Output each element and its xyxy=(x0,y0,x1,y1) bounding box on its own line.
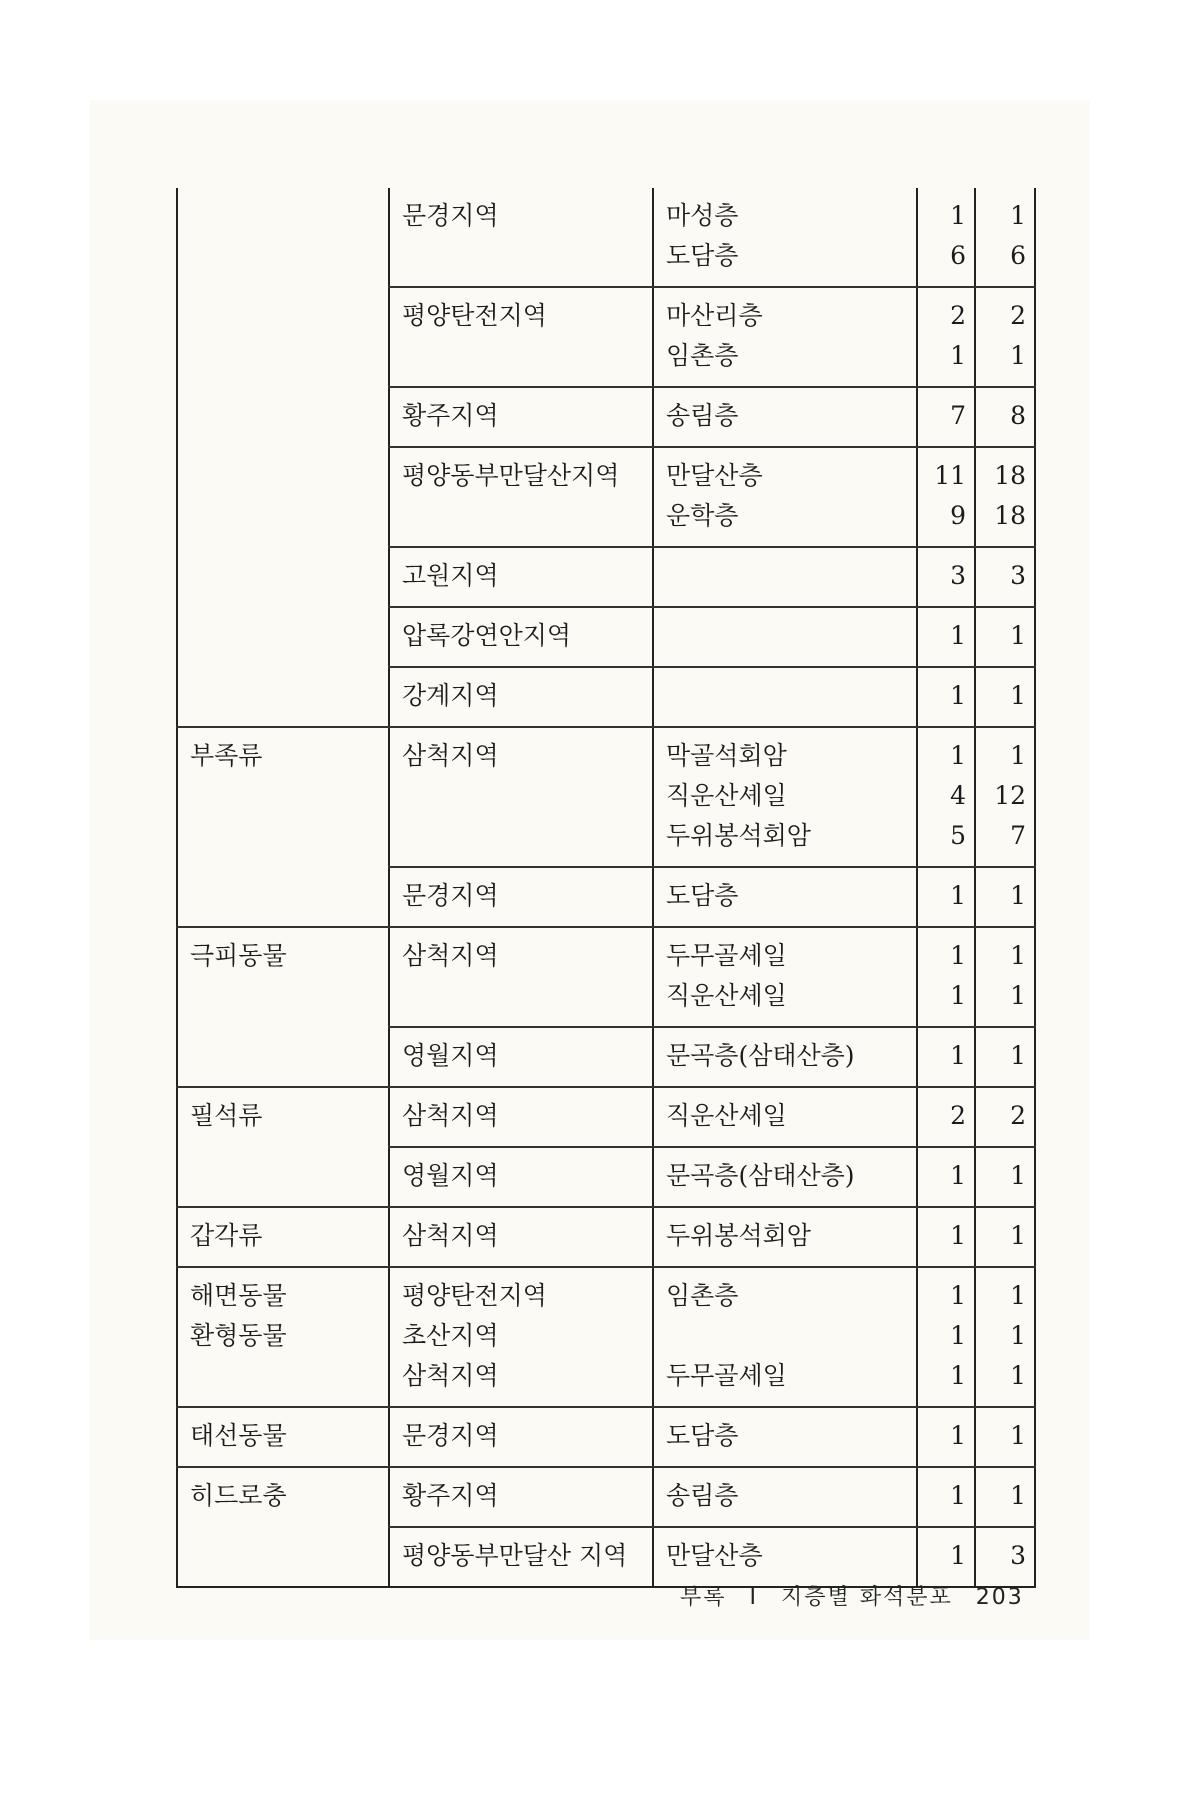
layer-name-cell xyxy=(653,1267,917,1407)
count-a-cell xyxy=(917,607,975,667)
region-name-cell xyxy=(389,927,653,1027)
layer-name: 두무골셰일 xyxy=(666,1361,787,1390)
count-a: 6 xyxy=(950,241,966,270)
layer-name: 문곡층(삼태산층) xyxy=(666,1041,855,1070)
count-b: 6 xyxy=(1010,241,1026,270)
count-b: 3 xyxy=(1010,561,1026,590)
count-a-cell xyxy=(917,547,975,607)
region-name-cell xyxy=(389,287,653,387)
table-row xyxy=(177,1467,1035,1527)
count-b: 1 xyxy=(1010,341,1026,370)
group-name: 부족류 xyxy=(190,741,263,770)
count-a: 1 xyxy=(950,1421,966,1450)
layer-name: 만달산층 xyxy=(666,461,763,490)
group-name-cell xyxy=(177,607,389,667)
layer-name: 직운산셰일 xyxy=(666,981,787,1010)
group-name-cell xyxy=(177,1267,389,1407)
layer-name-cell xyxy=(653,727,917,867)
count-a: 1 xyxy=(950,981,966,1010)
count-a: 7 xyxy=(950,401,966,430)
group-name-cell xyxy=(177,1207,389,1267)
region-name: 황주지역 xyxy=(402,1481,499,1510)
table-row xyxy=(177,547,1035,607)
count-a: 2 xyxy=(950,301,966,330)
layer-name: 임촌층 xyxy=(666,341,739,370)
table-row xyxy=(177,1087,1035,1147)
count-b: 1 xyxy=(1010,1221,1026,1250)
region-name-cell xyxy=(389,387,653,447)
table-row xyxy=(177,1407,1035,1467)
count-a-cell xyxy=(917,1087,975,1147)
count-a: 4 xyxy=(950,781,966,810)
page-number: 203 xyxy=(975,1585,1024,1610)
count-b: 8 xyxy=(1010,401,1026,430)
count-b: 18 xyxy=(994,501,1026,530)
layer-name: 운학층 xyxy=(666,501,739,530)
count-a-cell xyxy=(917,667,975,727)
count-a: 11 xyxy=(934,461,966,490)
region-name-cell xyxy=(389,667,653,727)
count-b: 18 xyxy=(994,461,1026,490)
count-a-cell xyxy=(917,1527,975,1587)
layer-name: 두위봉석회암 xyxy=(666,1221,811,1250)
count-a: 1 xyxy=(950,1321,966,1350)
region-name: 초산지역 xyxy=(402,1321,499,1350)
count-b: 1 xyxy=(1010,941,1026,970)
count-a: 1 xyxy=(950,941,966,970)
layer-name: 직운산셰일 xyxy=(666,1101,787,1130)
region-name-cell xyxy=(389,1027,653,1087)
table-row xyxy=(177,1267,1035,1407)
region-name: 삼척지역 xyxy=(402,1361,499,1390)
layer-name: 마성층 xyxy=(666,201,739,230)
region-name: 평양탄전지역 xyxy=(402,301,547,330)
group-name: 필석류 xyxy=(190,1101,263,1130)
count-b-cell xyxy=(975,727,1035,867)
layer-name: 도담층 xyxy=(666,241,739,270)
region-name-cell xyxy=(389,607,653,667)
group-name-cell xyxy=(177,867,389,927)
layer-name: 두무골셰일 xyxy=(666,941,787,970)
group-name-cell xyxy=(177,1147,389,1207)
count-b: 1 xyxy=(1010,681,1026,710)
count-a-cell xyxy=(917,1207,975,1267)
region-name: 영월지역 xyxy=(402,1041,499,1070)
count-a-cell xyxy=(917,1027,975,1087)
group-name-cell xyxy=(177,1407,389,1467)
count-b-cell xyxy=(975,867,1035,927)
region-name-cell xyxy=(389,447,653,547)
count-b: 1 xyxy=(1010,1481,1026,1510)
footer-title: 지층별 화석분포 xyxy=(781,1585,953,1610)
table-row xyxy=(177,447,1035,547)
layer-name-cell xyxy=(653,927,917,1027)
layer-name: 도담층 xyxy=(666,881,739,910)
layer-name-cell xyxy=(653,387,917,447)
count-a: 1 xyxy=(950,1481,966,1510)
layer-name xyxy=(666,556,906,596)
count-b-cell xyxy=(975,287,1035,387)
count-a: 1 xyxy=(950,341,966,370)
count-a: 1 xyxy=(950,741,966,770)
table-row xyxy=(177,927,1035,1027)
group-name-cell xyxy=(177,1027,389,1087)
count-b: 1 xyxy=(1010,1041,1026,1070)
count-a: 5 xyxy=(950,821,966,850)
group-name: 갑각류 xyxy=(190,1221,263,1250)
region-name: 영월지역 xyxy=(402,1161,499,1190)
layer-name-cell xyxy=(653,1087,917,1147)
table-row xyxy=(177,1527,1035,1587)
count-b: 1 xyxy=(1010,621,1026,650)
layer-name: 직운산셰일 xyxy=(666,781,787,810)
count-b: 12 xyxy=(994,781,1026,810)
layer-name xyxy=(666,676,906,716)
count-b-cell xyxy=(975,1207,1035,1267)
layer-name: 마산리층 xyxy=(666,301,763,330)
count-b: 1 xyxy=(1010,981,1026,1010)
count-a: 1 xyxy=(950,1541,966,1570)
count-a: 1 xyxy=(950,881,966,910)
count-a-cell xyxy=(917,287,975,387)
count-a: 1 xyxy=(950,1361,966,1390)
count-a-cell xyxy=(917,1407,975,1467)
layer-name: 두위봉석회암 xyxy=(666,821,811,850)
group-name-cell xyxy=(177,447,389,547)
region-name-cell xyxy=(389,1267,653,1407)
group-name: 해면동물 xyxy=(190,1281,287,1310)
layer-name-cell xyxy=(653,447,917,547)
table-row xyxy=(177,727,1035,867)
table-row xyxy=(177,1207,1035,1267)
region-name-cell xyxy=(389,1087,653,1147)
group-name: 히드로충 xyxy=(190,1481,287,1510)
region-name: 삼척지역 xyxy=(402,941,499,970)
layer-name-cell xyxy=(653,1467,917,1527)
table-row xyxy=(177,387,1035,447)
region-name-cell xyxy=(389,1147,653,1207)
region-name: 삼척지역 xyxy=(402,1101,499,1130)
count-b: 1 xyxy=(1010,201,1026,230)
count-b: 3 xyxy=(1010,1541,1026,1570)
layer-name-cell xyxy=(653,1407,917,1467)
region-name: 삼척지역 xyxy=(402,1221,499,1250)
layer-name: 만달산층 xyxy=(666,1541,763,1570)
count-b-cell xyxy=(975,1267,1035,1407)
count-b-cell xyxy=(975,1027,1035,1087)
table-row xyxy=(177,667,1035,727)
layer-name-cell xyxy=(653,1027,917,1087)
region-name: 문경지역 xyxy=(402,1421,499,1450)
count-b-cell xyxy=(975,1407,1035,1467)
layer-name-cell xyxy=(653,867,917,927)
page-footer xyxy=(680,1580,1038,1611)
fossil-distribution-table xyxy=(176,188,1036,1588)
count-b: 2 xyxy=(1010,1101,1026,1130)
count-a: 3 xyxy=(950,561,966,590)
table-row xyxy=(177,287,1035,387)
layer-name xyxy=(666,1316,906,1356)
region-name: 문경지역 xyxy=(402,201,499,230)
count-a-cell xyxy=(917,727,975,867)
table-body xyxy=(177,188,1035,1587)
count-b: 1 xyxy=(1010,1321,1026,1350)
count-a-cell xyxy=(917,387,975,447)
group-name-cell xyxy=(177,927,389,1027)
table-row xyxy=(177,188,1035,287)
count-b: 1 xyxy=(1010,1361,1026,1390)
group-name: 태선동물 xyxy=(190,1421,287,1450)
count-a: 1 xyxy=(950,201,966,230)
layer-name-cell xyxy=(653,607,917,667)
footer-numeral: I xyxy=(749,1585,759,1610)
region-name: 강계지역 xyxy=(402,681,499,710)
count-b-cell xyxy=(975,1087,1035,1147)
count-a-cell xyxy=(917,1267,975,1407)
count-a-cell xyxy=(917,1147,975,1207)
group-name-cell xyxy=(177,667,389,727)
count-b-cell xyxy=(975,667,1035,727)
region-name-cell xyxy=(389,1527,653,1587)
group-name-cell xyxy=(177,387,389,447)
count-b-cell xyxy=(975,1147,1035,1207)
region-name-cell xyxy=(389,188,653,287)
layer-name-cell xyxy=(653,188,917,287)
group-name-cell xyxy=(177,1087,389,1147)
region-name: 황주지역 xyxy=(402,401,499,430)
count-a-cell xyxy=(917,867,975,927)
region-name-cell xyxy=(389,867,653,927)
count-b: 1 xyxy=(1010,881,1026,910)
region-name: 문경지역 xyxy=(402,881,499,910)
region-name-cell xyxy=(389,1407,653,1467)
count-b-cell xyxy=(975,607,1035,667)
count-a: 1 xyxy=(950,621,966,650)
count-b-cell xyxy=(975,1527,1035,1587)
count-a: 1 xyxy=(950,1161,966,1190)
table-row xyxy=(177,607,1035,667)
count-a-cell xyxy=(917,447,975,547)
layer-name-cell xyxy=(653,667,917,727)
group-name-cell xyxy=(177,547,389,607)
count-b-cell xyxy=(975,547,1035,607)
layer-name-cell xyxy=(653,287,917,387)
table-row xyxy=(177,1147,1035,1207)
count-a: 1 xyxy=(950,1221,966,1250)
table-row xyxy=(177,867,1035,927)
count-b: 1 xyxy=(1010,1281,1026,1310)
count-b-cell xyxy=(975,447,1035,547)
layer-name: 송림층 xyxy=(666,1481,739,1510)
group-name-cell xyxy=(177,727,389,867)
region-name: 평양탄전지역 xyxy=(402,1281,547,1310)
group-name: 환형동물 xyxy=(190,1321,287,1350)
group-name-cell xyxy=(177,287,389,387)
region-name: 삼척지역 xyxy=(402,741,499,770)
layer-name: 문곡층(삼태산층) xyxy=(666,1161,855,1190)
count-b: 1 xyxy=(1010,1421,1026,1450)
group-name-cell xyxy=(177,188,389,287)
region-name-cell xyxy=(389,547,653,607)
layer-name: 송림층 xyxy=(666,401,739,430)
layer-name-cell xyxy=(653,1147,917,1207)
count-b-cell xyxy=(975,927,1035,1027)
count-b: 7 xyxy=(1010,821,1026,850)
layer-name: 임촌층 xyxy=(666,1281,739,1310)
count-b: 1 xyxy=(1010,1161,1026,1190)
layer-name: 도담층 xyxy=(666,1421,739,1450)
group-name-cell xyxy=(177,1527,389,1587)
group-name: 극피동물 xyxy=(190,941,287,970)
count-b-cell xyxy=(975,1467,1035,1527)
count-a: 9 xyxy=(950,501,966,530)
count-a: 1 xyxy=(950,1041,966,1070)
count-a: 1 xyxy=(950,1281,966,1310)
region-name: 평양동부만달산지역 xyxy=(402,461,620,490)
region-name: 고원지역 xyxy=(402,561,499,590)
count-b-cell xyxy=(975,188,1035,287)
count-b-cell xyxy=(975,387,1035,447)
count-b: 2 xyxy=(1010,301,1026,330)
count-b: 1 xyxy=(1010,741,1026,770)
region-name: 압록강연안지역 xyxy=(402,621,572,650)
layer-name-cell xyxy=(653,1207,917,1267)
region-name-cell xyxy=(389,1207,653,1267)
count-a-cell xyxy=(917,188,975,287)
count-a: 2 xyxy=(950,1101,966,1130)
count-a: 1 xyxy=(950,681,966,710)
group-name-cell xyxy=(177,1467,389,1527)
count-a-cell xyxy=(917,927,975,1027)
layer-name-cell xyxy=(653,1527,917,1587)
region-name: 평양동부만달산 지역 xyxy=(402,1541,628,1570)
region-name-cell xyxy=(389,727,653,867)
region-name-cell xyxy=(389,1467,653,1527)
layer-name-cell xyxy=(653,547,917,607)
footer-appendix: 부록 xyxy=(680,1585,727,1610)
layer-name: 막골석회암 xyxy=(666,741,787,770)
count-a-cell xyxy=(917,1467,975,1527)
layer-name xyxy=(666,616,906,656)
fossil-distribution-table-wrap xyxy=(176,188,1036,1588)
table-row xyxy=(177,1027,1035,1087)
